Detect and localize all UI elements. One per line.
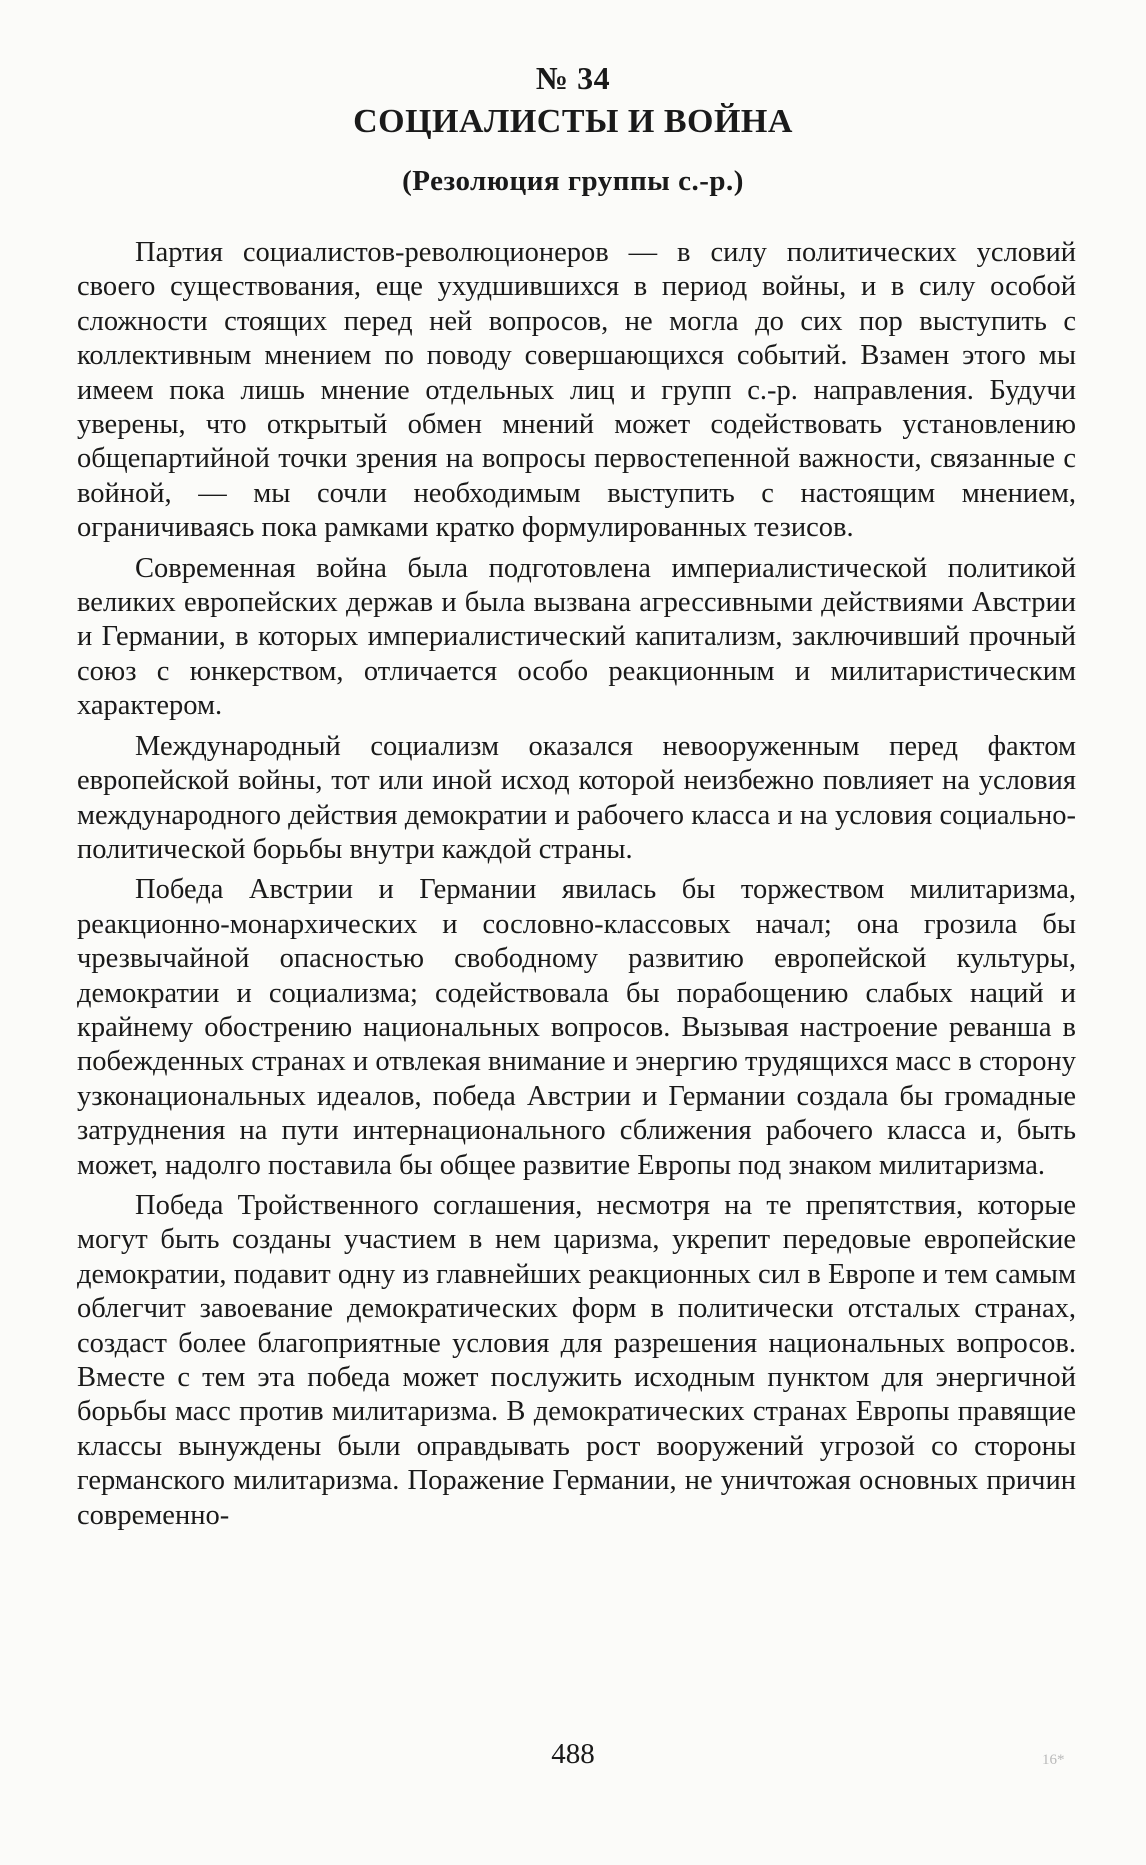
- document-subtitle: (Резолюция группы с.-р.): [402, 165, 744, 197]
- paragraph: Победа Тройственного соглашения, несмотря на те препятствия, которые могут быть созданы участием в нем царизма, укрепит передовые европейские демократии, подавит одну из главнейших реакционных сил в Европе и тем самым облегчит завоевание демократических форм в политически отсталых странах, создаст более благоприятные условия для разрешения национальных вопросов. Вместе с тем эта победа может послужить исходным пунктом для энергичной борьбы масс против милитаризма. В демократических странах Европы правящие классы вынуждены были оправдывать рост вооружений угрозой со стороны германского милитаризма. Поражение Германии, не уничтожая основных причин современно-: [77, 1189, 1076, 1531]
- document-number: № 34: [535, 60, 611, 96]
- paragraph: Международный социализм оказался невооруженным перед фактом европейской войны, тот или иной исход которой неизбежно повлияет на условия международного действия демократии и рабочего класса и на условия социально-политической борьбы внутри каждой страны.: [77, 730, 1076, 865]
- paragraph: Партия социалистов-революционеров — в силу политических условий своего существования, еще ухудшившихся в период войны, и в силу особой сложности стоящих перед ней вопросов, не могла до сих пор выступить с коллективным мнением по поводу совершающихся событий. Взамен этого мы имеем пока лишь мнение отдельных лиц и групп с.-р. направления. Будучи уверены, что открытый обмен мнений может содействовать установлению общепартийной точки зрения на вопросы первостепенной важности, связанные с войной, — мы сочли необходимым выступить с настоящим мнением, ограничиваясь пока рамками кратко формулированных тезисов.: [77, 237, 1076, 544]
- document-body: [77, 236, 1076, 1539]
- paragraph: Победа Австрии и Германии явилась бы торжеством милитаризма, реакционно-монархических и сословно-классовых начал; она грозила бы чрезвычайной опасностью свободному развитию европейской культуры, демократии и социализма; содействовала бы порабощению слабых наций и крайнему обострению национальных вопросов. Вызывая настроение реванша в побежденных странах и отвлекая внимание и энергию трудящихся масс в сторону узконациональных идеалов, победа Австрии и Германии создала бы громадные затруднения на пути интернационального сближения рабочего класса и, быть может, надолго поставила бы общее развитие Европы под знаком милитаризма.: [77, 874, 1076, 1181]
- document-title: СОЦИАЛИСТЫ И ВОЙНА: [353, 103, 793, 140]
- paragraph: Современная война была подготовлена империалистической политикой великих европейских держав и была вызвана агрессивными действиями Австрии и Германии, в которых империалистический капитализм, заключивший прочный союз с юнкерством, отличается особо реакционным и милитаристическим характером.: [77, 552, 1076, 722]
- signature-mark: 16*: [1042, 1752, 1065, 1768]
- page-number: 488: [551, 1738, 595, 1770]
